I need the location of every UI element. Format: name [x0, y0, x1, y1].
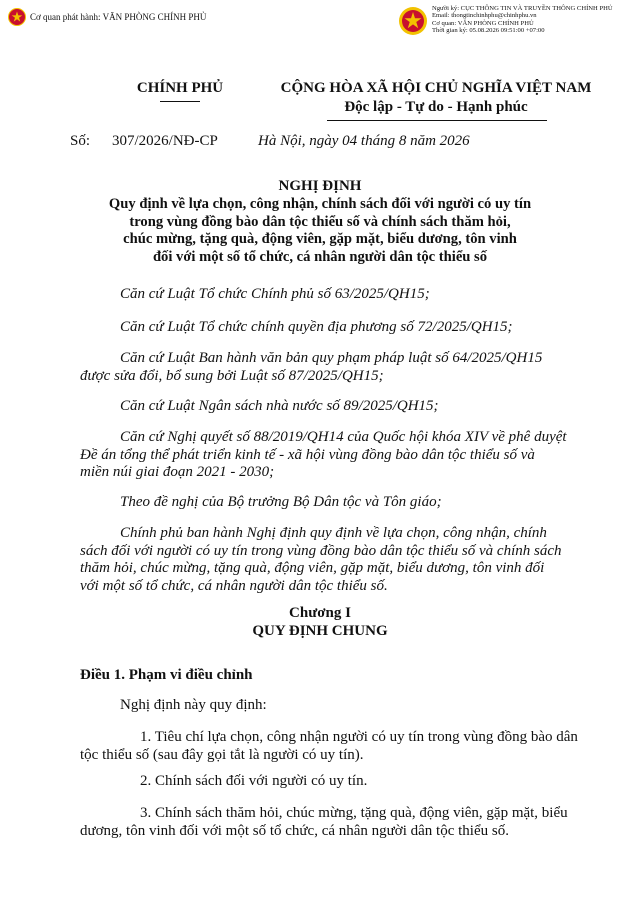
signer-line: Email: thongtinchinhphu@chinhphu.vn: [432, 12, 537, 20]
signer-line: Người ký: CỤC THÔNG TIN VÀ TRUYỀN THÔNG CHÍNH PHỦ: [432, 5, 613, 12]
text-line: Căn cứ Nghị quyết số 88/2019/QH14 của Quốc hội khóa XIV về phê duyệt: [120, 429, 567, 445]
legal-basis: [80, 350, 588, 385]
article-heading: Điều 1. Phạm vi điều chỉnh: [80, 667, 253, 683]
text-line: Căn cứ Luật Tổ chức Chính phủ số 63/2025/QH15;: [120, 286, 430, 302]
legal-basis: [80, 319, 588, 337]
text-line: tộc thiểu số (sau đây gọi tắt là người có uy tín).: [80, 746, 364, 763]
article-item: [80, 773, 588, 791]
document-title: NGHỊ ĐỊNH: [278, 178, 362, 194]
agency-underline: [160, 101, 200, 102]
text-line: sách đối với người có uy tín trong vùng đồng bào dân tộc thiểu số và chính sách: [80, 542, 562, 559]
legal-basis: [80, 286, 588, 304]
legal-basis: [80, 494, 588, 512]
text-line: Căn cứ Luật Tổ chức chính quyền địa phương số 72/2025/QH15;: [120, 319, 513, 335]
subtitle-line: đối với một số tổ chức, cá nhân người dân tộc thiểu số: [152, 248, 488, 265]
chapter-title: QUY ĐỊNH CHUNG: [252, 623, 388, 639]
national-motto: Độc lập - Tự do - Hạnh phúc: [344, 99, 528, 115]
text-line: miền núi giai đoạn 2021 - 2030;: [80, 464, 275, 480]
subtitle-line: trong vùng đồng bào dân tộc thiểu số và chính sách thăm hỏi,: [129, 213, 511, 230]
government-seal-icon: [398, 6, 428, 36]
subtitle-line: Quy định về lựa chọn, công nhận, chính sách đối với người có uy tín: [108, 196, 532, 212]
article-intro: [80, 697, 588, 715]
text-line: Đề án tổng thể phát triển kinh tế - xã hội vùng đồng bào dân tộc thiểu số và: [80, 446, 535, 463]
document-number-label: Số:: [70, 133, 91, 149]
text-line: Theo đề nghị của Bộ trưởng Bộ Dân tộc và Tôn giáo;: [120, 494, 442, 510]
text-line: thăm hỏi, chúc mừng, tặng quà, động viên, gặp mặt, biểu dương, tôn vinh đối: [80, 560, 545, 576]
national-title: CỘNG HÒA XÃ HỘI CHỦ NGHĨA VIỆT NAM: [280, 80, 592, 96]
text-line: Chính phủ ban hành Nghị định quy định về lựa chọn, công nhận, chính: [120, 525, 547, 541]
place-date: Hà Nội, ngày 04 tháng 8 năm 2026: [258, 133, 470, 149]
legal-basis: [80, 429, 588, 482]
text-line: 1. Tiêu chí lựa chọn, công nhận người có uy tín trong vùng đồng bào dân: [140, 729, 578, 745]
signer-line: Thời gian ký: 05.08.2026 09:51:00 +07:00: [432, 27, 545, 35]
text-line: Căn cứ Luật Ban hành văn bản quy phạm pháp luật số 64/2025/QH15: [120, 350, 543, 366]
enactment-clause: [80, 525, 588, 595]
text-line: Căn cứ Luật Ngân sách nhà nước số 89/2025/QH15;: [120, 398, 439, 414]
text-line: được sửa đổi, bổ sung bởi Luật số 87/2025/QH15;: [80, 367, 384, 384]
issuing-agency: CHÍNH PHỦ: [136, 80, 224, 96]
document-number: [70, 133, 218, 150]
article-item: [80, 805, 588, 840]
document-subtitle: [100, 196, 540, 266]
article-item: [80, 729, 588, 764]
text-line: 3. Chính sách thăm hỏi, chúc mừng, tặng quà, động viên, gặp mặt, biểu: [140, 805, 568, 821]
document-number-value: 307/2026/NĐ-CP: [112, 133, 218, 149]
signer-line: Cơ quan: VĂN PHÒNG CHÍNH PHỦ: [432, 19, 534, 27]
text-line: dương, tôn vinh đối với một số tổ chức, cá nhân người dân tộc thiểu số.: [80, 822, 509, 839]
text-line: Nghị định này quy định:: [120, 697, 267, 713]
text-line: với một số tổ chức, cá nhân người dân tộc thiểu số.: [80, 577, 388, 594]
national-emblem-icon: [8, 8, 26, 26]
subtitle-line: chúc mừng, tặng quà, động viên, gặp mặt, biểu dương, tôn vinh: [123, 231, 517, 248]
digital-signature-info: [432, 5, 613, 35]
chapter-number: Chương I: [289, 605, 351, 621]
legal-basis: [80, 398, 588, 416]
issuer-label: Cơ quan phát hành: VĂN PHÒNG CHÍNH PHỦ: [30, 12, 207, 22]
text-line: 2. Chính sách đối với người có uy tín.: [140, 773, 368, 789]
motto-underline: [327, 120, 547, 121]
